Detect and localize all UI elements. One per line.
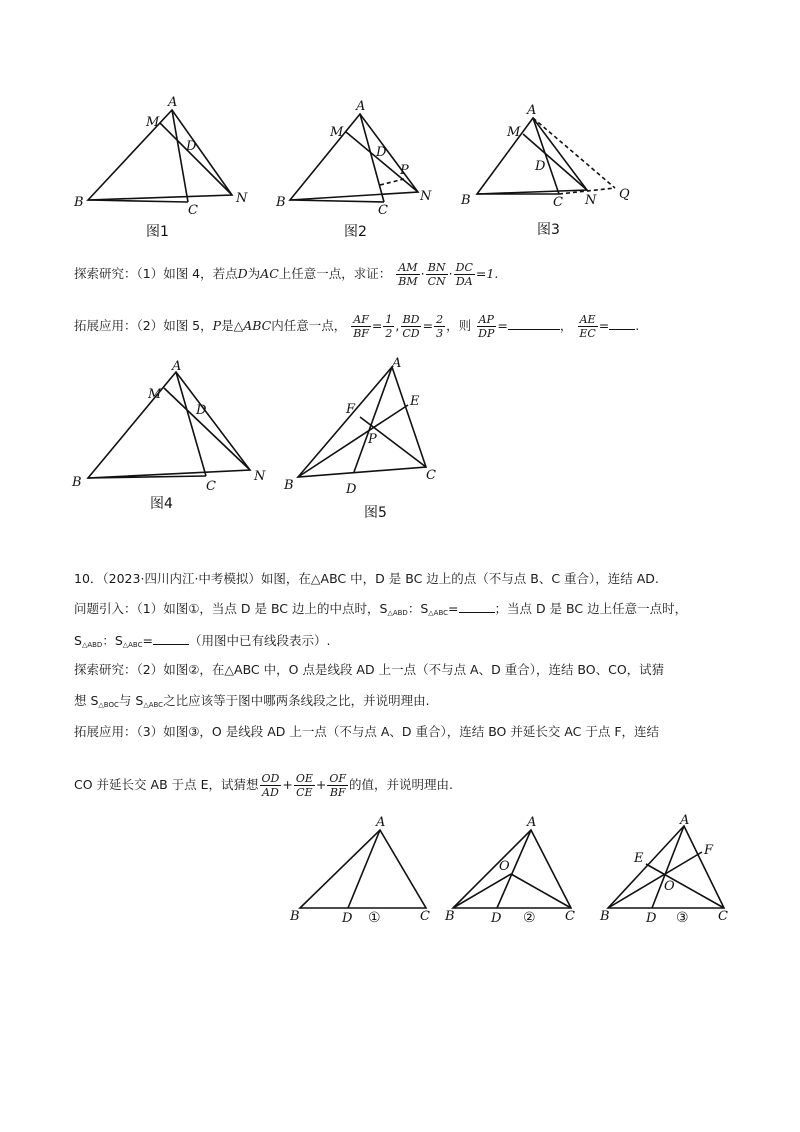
figb-pt-b: B	[445, 909, 455, 924]
fig1-pt-a: A	[168, 95, 178, 110]
q10-part2-line2: 想 $S_{\triangle BOC}$与 $S_{\triangle ABC}$之比应该等于图中哪两条线段之比，并说明理由.	[74, 693, 430, 709]
q9-part2: 拓展应用：（2）如图 5，P是△ABC内任意一点， $\frac{AF}{BF}$ = $\frac{1}{2}$ , $\frac{BD}{CD}$ = $\frac{2}{3}$ ，则 $\frac{AP}{DP}$ = ， $\frac{AE}{EC}$ = .	[74, 313, 640, 340]
figc-line-ce	[646, 864, 724, 908]
frac-bn-cn: $\frac{BN}{CN}$	[427, 261, 446, 288]
fig4-pt-c: C	[206, 479, 216, 494]
figb-pt-a: A	[527, 815, 537, 830]
fig2-triangle	[290, 114, 418, 200]
fig2-dash	[380, 179, 404, 185]
figa-line-ad	[348, 830, 380, 908]
fig2-pt-c: C	[378, 203, 388, 218]
figc-pt-o: O	[664, 879, 675, 894]
fig3-pt-q: Q	[619, 187, 630, 202]
figc-pt-e: E	[634, 851, 644, 866]
fig5-pt-d: D	[346, 482, 357, 497]
frac-am-bm: $\frac{AM}{BM}$	[398, 261, 418, 288]
fig4-caption: 图4	[150, 496, 173, 512]
fig4-line-mn	[164, 388, 250, 470]
fig5-pt-a: A	[392, 356, 402, 371]
figure-circled-3	[600, 812, 750, 932]
fig2-pt-d: D	[376, 145, 387, 160]
figure-circled-1	[288, 812, 438, 932]
figa-pt-c: C	[420, 909, 430, 924]
fig3-pt-c: C	[553, 195, 563, 210]
figc-label: ③	[676, 910, 689, 926]
figure-2	[268, 90, 468, 240]
figb-pt-d: D	[491, 911, 502, 926]
answer-blank-ae-ec[interactable]	[609, 317, 635, 330]
q10-part3-line1: 拓展应用：（3）如图③，O 是线段 AD 上一点（不与点 A、D 重合），连结 BO 并延长交 AC 于点 F，连结	[74, 724, 660, 739]
fig4-triangle	[88, 372, 250, 478]
frac-dc-da: $\frac{DC}{DA}$	[455, 261, 473, 288]
figc-pt-d: D	[646, 911, 657, 926]
figc-pt-a: A	[680, 813, 690, 828]
frac-ae-ec: $\frac{AE}{EC}$	[579, 313, 596, 340]
frac-ap-dp: $\frac{AP}{DP}$	[478, 313, 495, 340]
q10-part1-line1: 问题引入：（1）如图①，当点 D 是 BC 边上的中点时，$S_{\triangle ABD}$：$S_{\triangle ABC}=$ ；当点 D 是 BC 边上任意一点时，	[74, 601, 688, 617]
fig5-triangle	[298, 367, 426, 477]
fig2-base	[290, 200, 384, 202]
figa-pt-a: A	[376, 815, 386, 830]
q10-part1-line2: $S_{\triangle ABD}$：$S_{\triangle ABC}=$ （用图中已有线段表示）.	[74, 633, 331, 649]
answer-blank-ap-dp[interactable]	[508, 317, 560, 330]
fig5-pt-c: C	[426, 468, 436, 483]
fig2-line-mn	[346, 132, 418, 192]
figure-1	[60, 90, 260, 240]
fig3-pt-m: M	[507, 125, 521, 140]
figb-pt-c: C	[565, 909, 575, 924]
q9-part1: 探索研究：（1）如图 4，若点D为AC上任意一点，求证： $\frac{AM}{BM}$ · $\frac{BN}{CN}$ · $\frac{DC}{DA}$ =1.	[74, 261, 499, 288]
fig4-pt-b: B	[72, 475, 82, 490]
figa-label: ①	[368, 910, 381, 926]
fig5-pt-f: F	[346, 402, 356, 417]
answer-blank-midpoint[interactable]	[459, 600, 495, 613]
fig4-base	[88, 476, 206, 478]
frac-of-bf: $\frac{OF}{BF}$	[329, 772, 347, 799]
q10-header: 10．（2023·四川内江·中考模拟）如图，在△ABC 中，D 是 BC 边上的点（不与点 B、C 重合），连结 AD.	[74, 571, 659, 586]
fig2-pt-m: M	[330, 125, 344, 140]
figb-triangle	[453, 830, 571, 908]
fig5-pt-b: B	[284, 478, 294, 493]
answer-blank-any-point[interactable]	[153, 632, 189, 645]
fig3-triangle	[477, 118, 587, 194]
frac-2-3: $\frac{2}{3}$	[436, 313, 444, 340]
figc-triangle	[608, 826, 724, 908]
fig1-caption: 图1	[146, 224, 169, 240]
fig1-pt-n: N	[236, 191, 248, 206]
fig3-caption: 图3	[537, 222, 560, 238]
fig1-line-ac	[172, 110, 188, 202]
figc-pt-c: C	[718, 909, 728, 924]
fig4-pt-m: M	[148, 387, 162, 402]
figure-circled-2	[445, 812, 595, 932]
figc-line-ad	[652, 826, 684, 908]
fig4-pt-d: D	[196, 403, 207, 418]
fig3-pt-a: A	[527, 103, 537, 118]
fig3-pt-n: N	[585, 193, 597, 208]
figure-4	[60, 360, 280, 520]
frac-bd-cd: $\frac{BD}{CD}$	[402, 313, 420, 340]
fig5-pt-e: E	[410, 394, 420, 409]
fig1-line-mn	[160, 123, 232, 195]
fig1-pt-d: D	[186, 139, 197, 154]
fig2-pt-n: N	[420, 189, 432, 204]
fig2-caption: 图2	[344, 224, 367, 240]
q10-part2-line1: 探索研究：（2）如图②，在△ABC 中，O 点是线段 AD 上一点（不与点 A、D 重合），连结 BO、CO，试猜	[74, 662, 665, 677]
figc-pt-b: B	[600, 909, 610, 924]
fig4-pt-n: N	[254, 469, 266, 484]
frac-af-bf: $\frac{AF}{BF}$	[353, 313, 369, 340]
fig5-caption: 图5	[364, 505, 387, 521]
figc-pt-f: F	[704, 843, 714, 858]
figure-5	[280, 355, 460, 525]
figb-pt-o: O	[499, 859, 510, 874]
fig4-pt-a: A	[172, 359, 182, 374]
fig3-pt-d: D	[535, 159, 546, 174]
fig2-pt-a: A	[356, 99, 366, 114]
fig2-pt-p: P	[400, 163, 409, 178]
figa-pt-d: D	[342, 911, 353, 926]
fig5-pt-p: P	[368, 432, 377, 447]
fig1-pt-m: M	[146, 115, 160, 130]
fig1-pt-c: C	[188, 203, 198, 218]
figa-triangle	[300, 830, 426, 908]
frac-od-ad: $\frac{OD}{AD}$	[261, 772, 280, 799]
fig1-base	[88, 200, 188, 202]
frac-oe-ce: $\frac{OE}{CE}$	[295, 772, 313, 799]
figb-label: ②	[523, 910, 536, 926]
fig1-pt-b: B	[74, 195, 84, 210]
frac-1-2: $\frac{1}{2}$	[385, 313, 393, 340]
fig3-pt-b: B	[461, 193, 471, 208]
figa-pt-b: B	[290, 909, 300, 924]
fig2-pt-b: B	[276, 195, 286, 210]
figure-3	[455, 90, 655, 240]
q10-part3-line2: CO 并延长交 AB 于点 E，试猜想 $\frac{OD}{AD}$ + $\frac{OE}{CE}$ + $\frac{OF}{BF}$ 的值，并说明理由.	[74, 772, 454, 799]
